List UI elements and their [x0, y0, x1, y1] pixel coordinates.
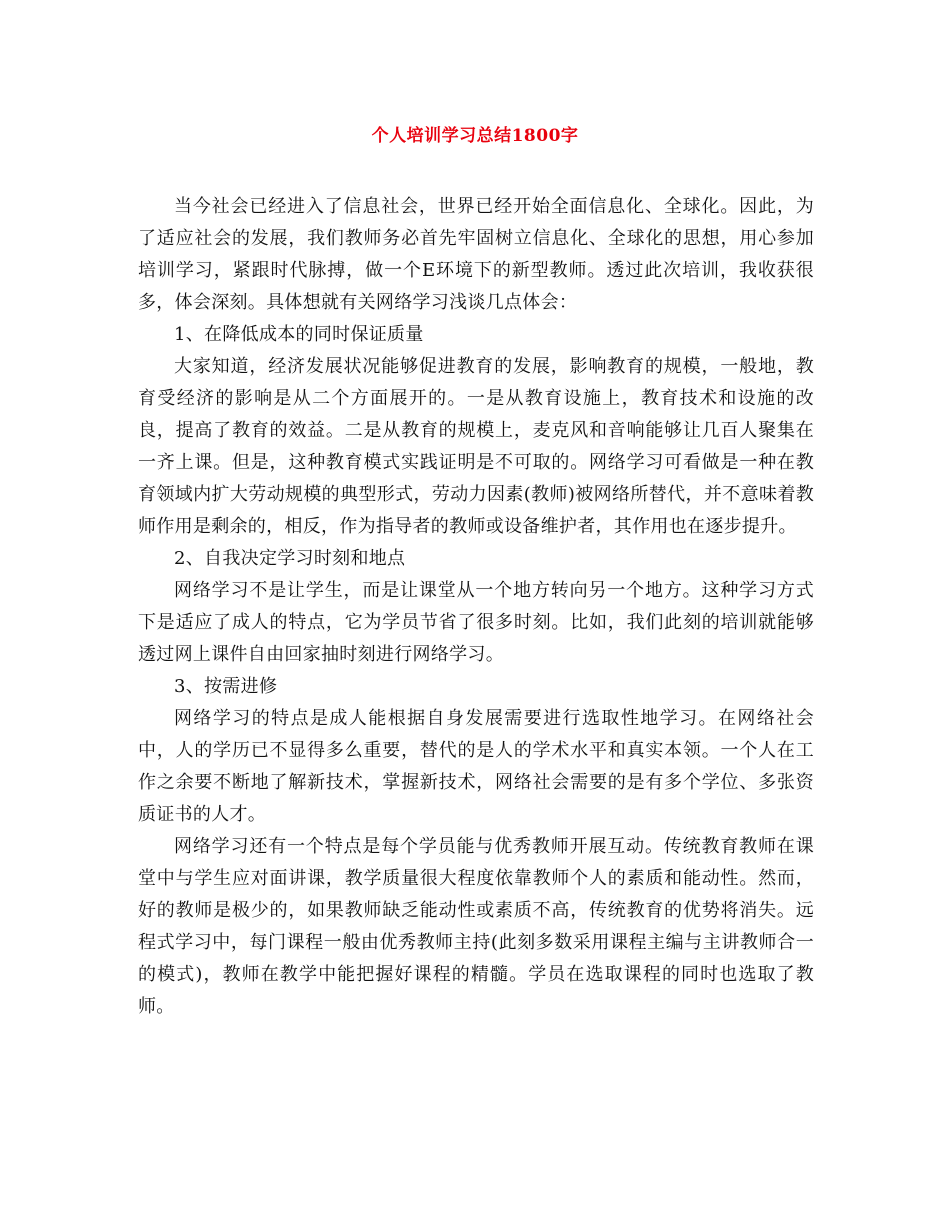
- page-title: 个人培训学习总结1800字: [371, 126, 579, 146]
- section-3-paragraph: 网络学习的特点是成人能根据自身发展需要进行选取性地学习。在网络社会中，人的学历已不显得多么重要，替代的是人的学术水平和真实本领。一个人在工作之余要不断地了解新技术，掌握新技术，网络社会需要的是有多个学位、多张资质证书的人才。: [138, 708, 814, 825]
- section-1-paragraph: 大家知道，经济发展状况能够促进教育的发展，影响教育的规模，一般地，教育受经济的影响是从二个方面展开的。一是从教育设施上，教育技术和设施的改良，提高了教育的效益。二是从教育的规模上，麦克风和音响能够让几百人聚集在一齐上课。但是，这种教育模式实践证明是不可取的。网络学习可看做是一种在教育领域内扩大劳动规模的典型形式，劳动力因素(教师)被网络所替代，并不意味着教师作用是剩余的，相反，作为指导者的教师或设备维护者，其作用也在逐步提升。: [138, 356, 814, 537]
- section-heading-2: 2、自我决定学习时刻和地点: [174, 548, 406, 569]
- section-3-paragraph-2: 网络学习还有一个特点是每个学员能与优秀教师开展互动。传统教育教师在课堂中与学生应对面讲课，教学质量很大程度依靠教师个人的素质和能动性。然而，好的教师是极少的，如果教师缺乏能动性或素质不高，传统教育的优势将消失。远程式学习中，每门课程一般由优秀教师主持(此刻多数采用课程主编与主讲教师合一的模式)，教师在教学中能把握好课程的精髓。学员在选取课程的同时也选取了教师。: [138, 836, 814, 1017]
- section-heading-1: 1、在降低成本的同时保证质量: [174, 324, 424, 345]
- section-2-paragraph: 网络学习不是让学生，而是让课堂从一个地方转向另一个地方。这种学习方式下是适应了成人的特点，它为学员节省了很多时刻。比如，我们此刻的培训就能够透过网上课件自由回家抽时刻进行网络学习。: [138, 580, 814, 665]
- section-heading-3: 3、按需进修: [174, 676, 278, 697]
- document-body: [138, 191, 814, 1023]
- intro-paragraph: 当今社会已经进入了信息社会，世界已经开始全面信息化、全球化。因此，为了适应社会的发展，我们教师务必首先牢固树立信息化、全球化的思想，用心参加培训学习，紧跟时代脉搏，做一个E环境下的新型教师。透过此次培训，我收获很多，体会深刻。具体想就有关网络学习浅谈几点体会：: [138, 196, 814, 313]
